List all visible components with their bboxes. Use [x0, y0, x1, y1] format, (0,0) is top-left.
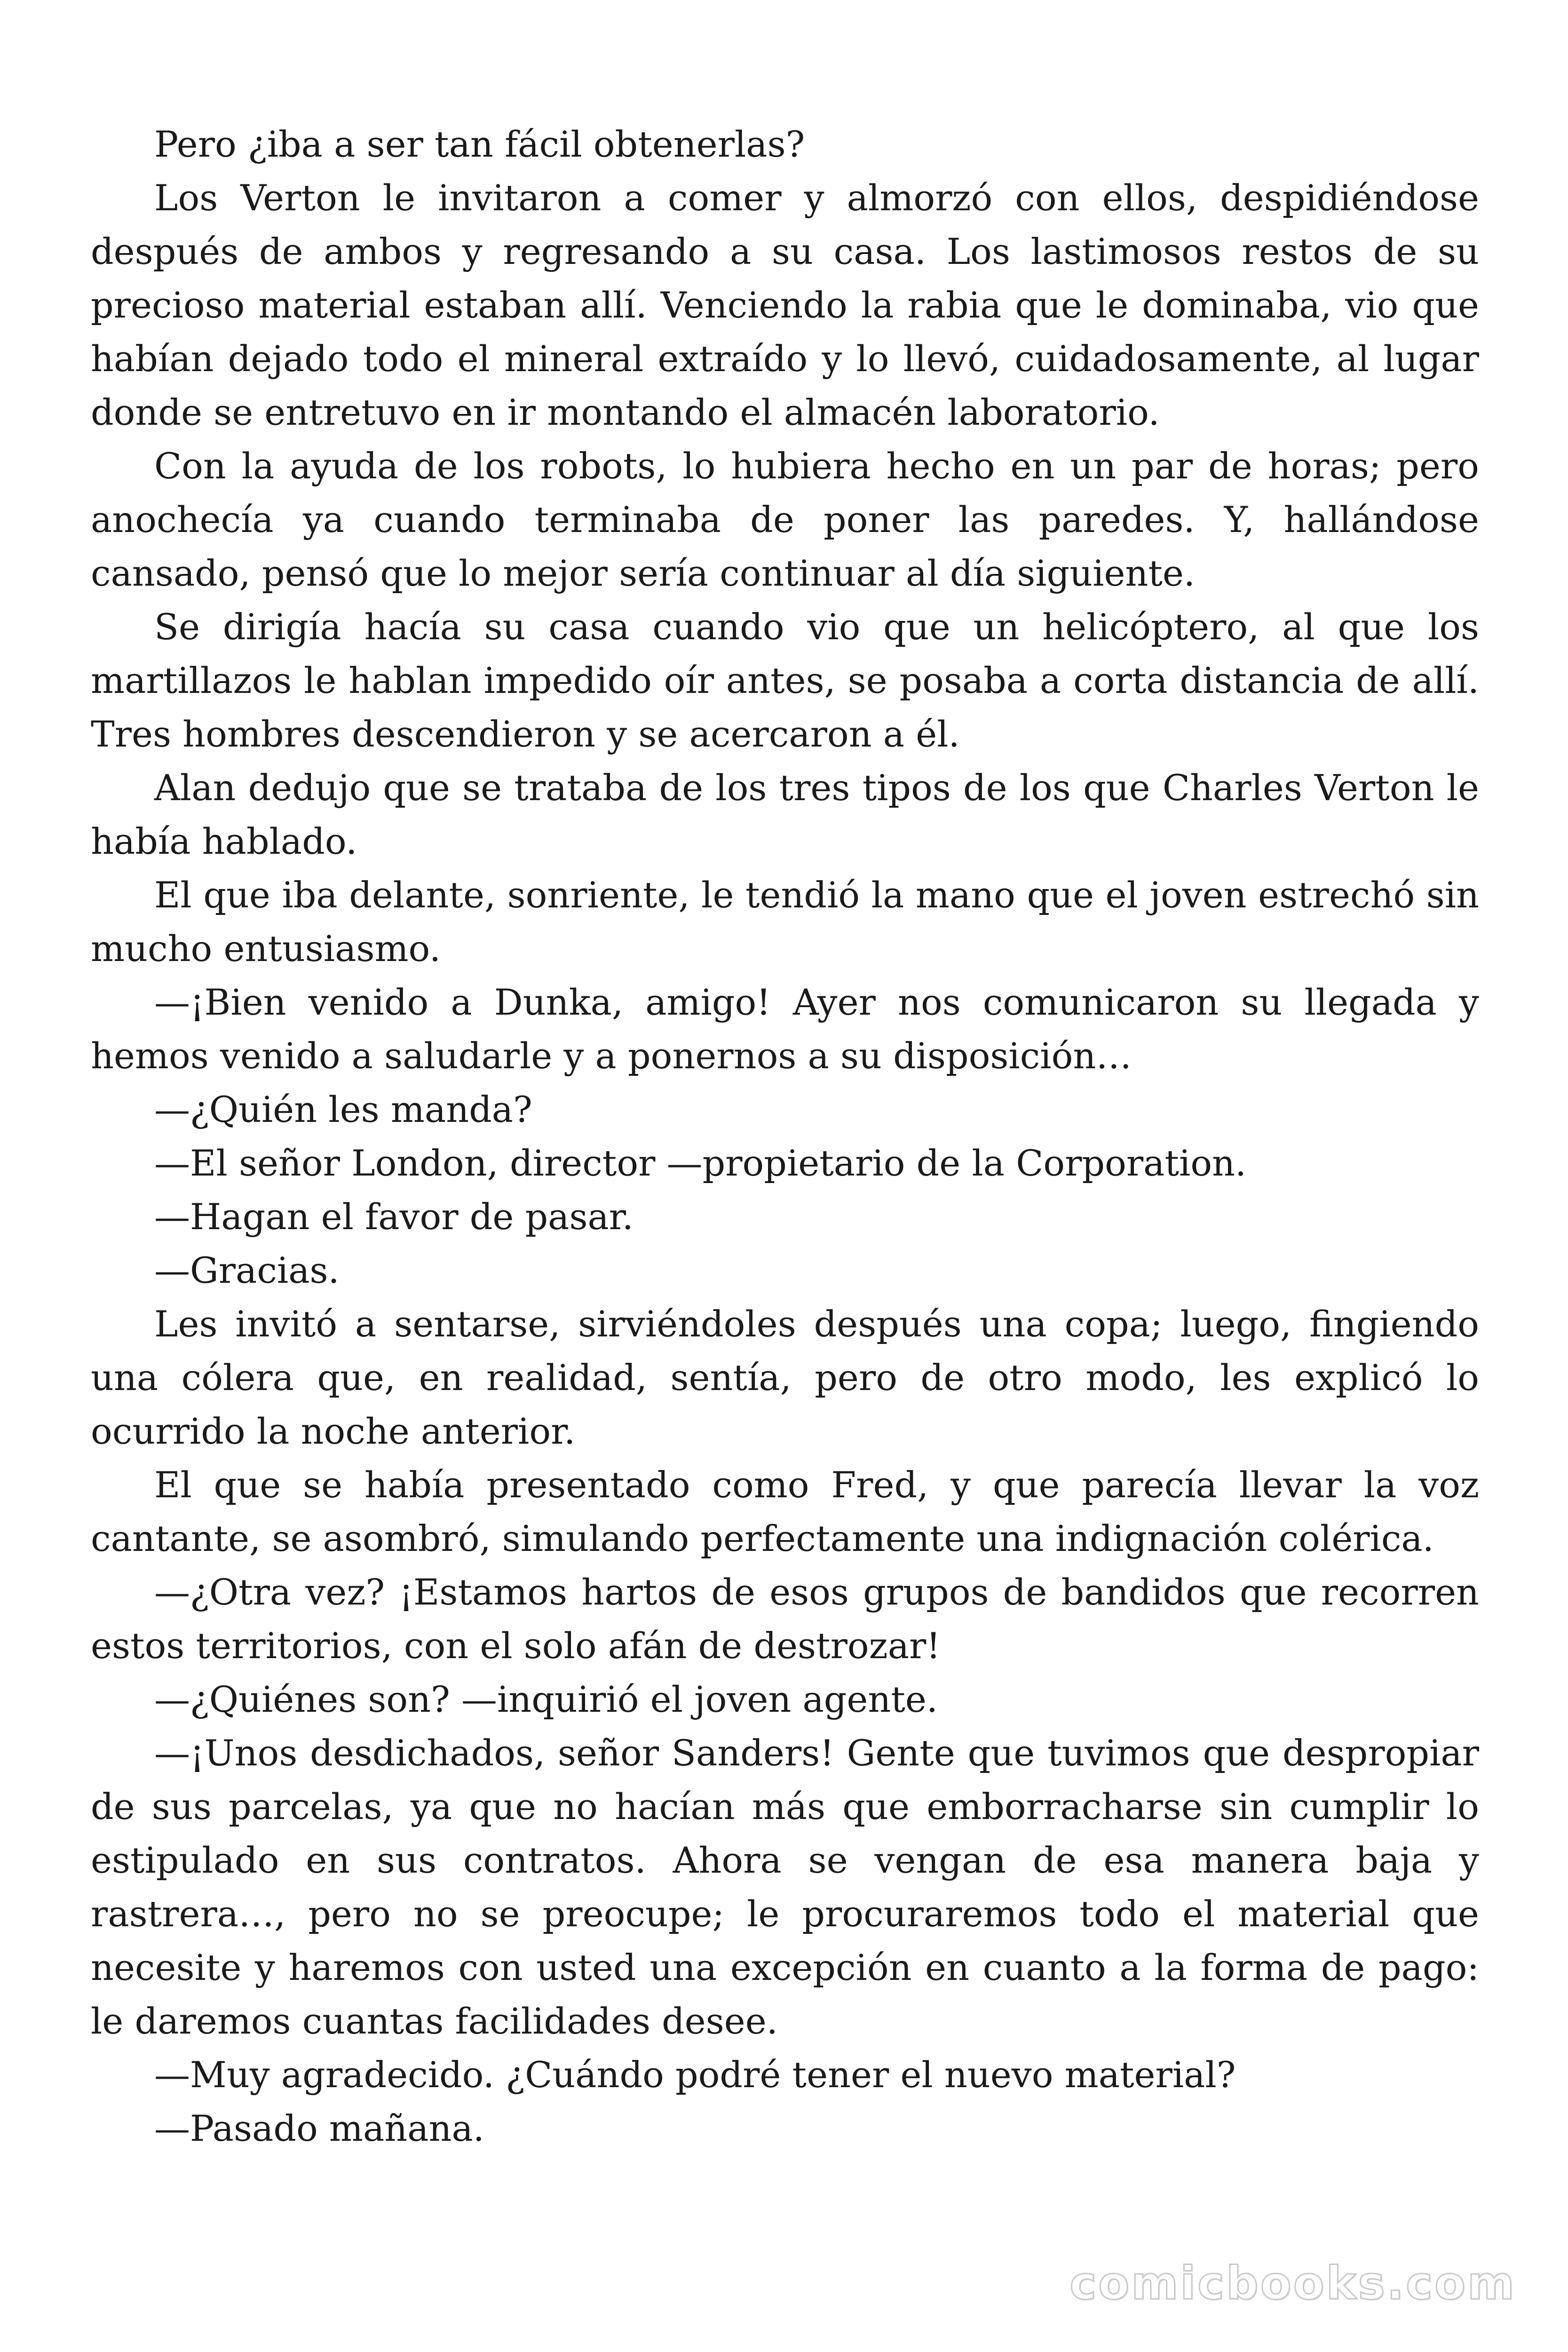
paragraph: Se dirigía hacía su casa cuando vio que un helicóptero, al que los martillazos le hablan impedido oír antes, se posaba a corta distancia de allí. Tres hombres descendieron y se acercaron a él. — [91, 606, 1479, 755]
paragraph: —El señor London, director —propietario de la Corporation. — [154, 1142, 1247, 1184]
paragraph: Pero ¿iba a ser tan fácil obtenerlas? — [154, 123, 805, 165]
watermark-text: comicbooks.com — [1069, 2257, 1516, 2310]
page-body-text — [91, 118, 1479, 2155]
paragraph: —¿Quiénes son? —inquirió el joven agente. — [154, 1678, 938, 1720]
paragraph: Los Verton le invitaron a comer y almorzó con ellos, despidiéndose después de ambos y regresando a su casa. Los lastimosos restos de su precioso material estaban allí. Venciendo la rabia que le dominaba, vio que habían dejado todo el mineral extraído y lo llevó, cuidadosamente, al lugar donde se entretuvo en ir montando el almacén laboratorio. — [91, 177, 1479, 433]
paragraph: —Pasado mañana. — [154, 2107, 484, 2149]
paragraph: —¡Unos desdichados, señor Sanders! Gente que tuvimos que despropiar de sus parcelas, ya que no hacían más que emborracharse sin cumplir lo estipulado en sus contratos. Ahora se vengan de esa manera baja y rastrera…, pero no se preocupe; le procuraremos todo el material que necesite y haremos con usted una excepción en cuanto a la forma de pago: le daremos cuantas facilidades desee. — [91, 1732, 1479, 2042]
paragraph: —Muy agradecido. ¿Cuándo podré tener el nuevo material? — [154, 2054, 1236, 2096]
paragraph: —Gracias. — [154, 1249, 340, 1291]
paragraph: —Hagan el favor de pasar. — [154, 1196, 634, 1238]
paragraph: Con la ayuda de los robots, lo hubiera hecho en un par de horas; pero anochecía ya cuando terminaba de poner las paredes. Y, hallándose cansado, pensó que lo mejor sería continuar al día siguiente. — [91, 445, 1479, 594]
paragraph: El que iba delante, sonriente, le tendió la mano que el joven estrechó sin mucho entusiasmo. — [91, 874, 1479, 969]
paragraph: El que se había presentado como Fred, y que parecía llevar la voz cantante, se asombró, simulando perfectamente una indignación colérica. — [91, 1464, 1479, 1559]
paragraph: —¿Otra vez? ¡Estamos hartos de esos grupos de bandidos que recorren estos territorios, con el solo afán de destrozar! — [91, 1571, 1479, 1667]
paragraph: —¿Quién les manda? — [154, 1089, 532, 1130]
paragraph: Les invitó a sentarse, sirviéndoles después una copa; luego, fingiendo una cólera que, en realidad, sentía, pero de otro modo, les explicó lo ocurrido la noche anterior. — [91, 1303, 1479, 1452]
paragraph: Alan dedujo que se trataba de los tres tipos de los que Charles Verton le había hablado. — [91, 767, 1479, 862]
paragraph: —¡Bien venido a Dunka, amigo! Ayer nos comunicaron su llegada y hemos venido a saludarle y a ponernos a su disposición… — [91, 981, 1479, 1077]
